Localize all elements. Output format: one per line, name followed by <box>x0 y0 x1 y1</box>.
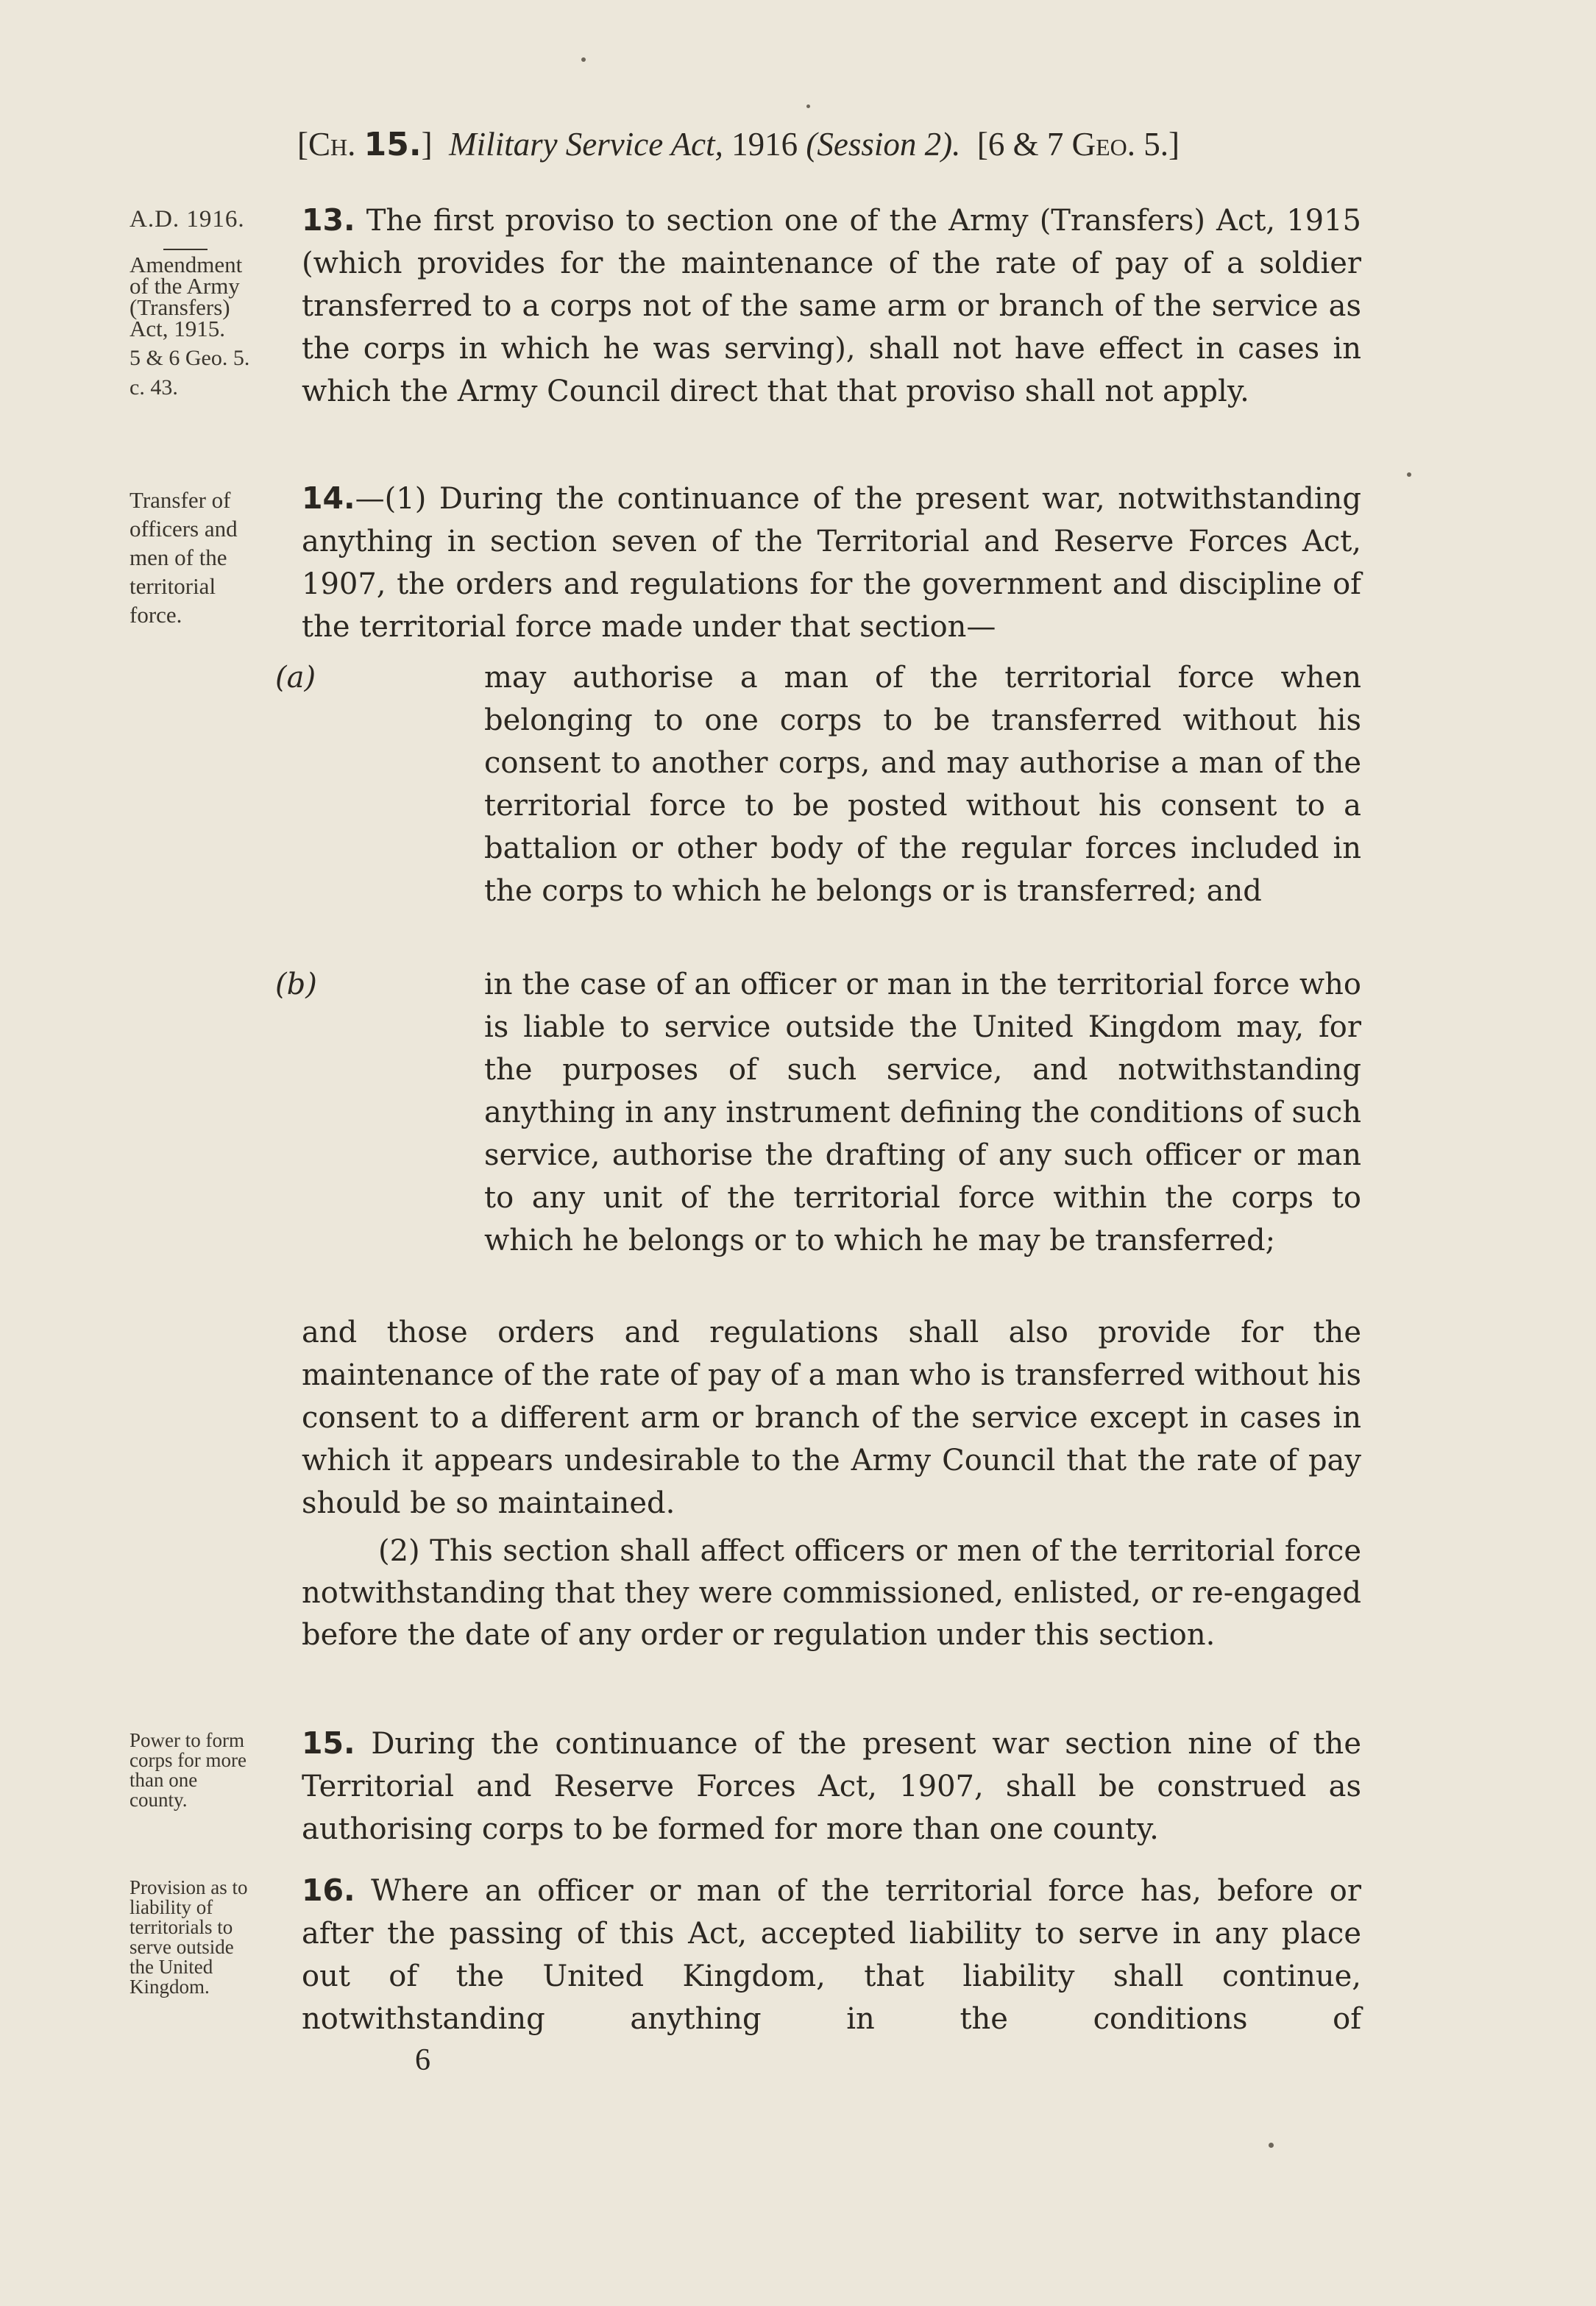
header-act-title: Military Service Act, <box>449 126 723 163</box>
margin-note-amendment <box>130 254 293 402</box>
section-16 <box>302 1869 1361 2040</box>
margin-year: A.D. 1916. <box>130 206 245 233</box>
header-chapter-prefix: Ch. <box>308 126 356 163</box>
margin-line: officers and <box>130 516 238 542</box>
header-bracket: [ <box>297 126 308 163</box>
paragraph-b-body <box>275 963 1361 1262</box>
margin-line: than one <box>130 1769 198 1791</box>
paragraph-text: in the case of an officer or man in the territorial force who is liable to service outside the United Kingdom may, for the purposes of such service, and notwithstanding anything in any instrument defining the conditions of such service, authorise the drafting of any such officer or man to any unit of the territorial force within the corps to which he belongs or to which he may be transferred; <box>484 968 1361 1257</box>
margin-line: the United <box>130 1956 213 1978</box>
paper-speck <box>581 57 586 62</box>
margin-line: Kingdom. <box>130 1976 210 1998</box>
margin-line: Act, 1915. <box>130 316 226 341</box>
section-13 <box>302 199 1361 413</box>
paragraph-text: may authorise a man of the territorial force when belonging to one corps to be transferred without his consent to another corps, and may authorise a man of the territorial force to be posted without his consent to a battalion or other body of the regular forces included in the corps to which he belongs or is transferred; and <box>484 661 1361 908</box>
header-bracket-close: ] <box>421 126 433 163</box>
header-year: 1916 <box>731 126 798 163</box>
paper-speck <box>1407 472 1411 477</box>
margin-line: Power to form <box>130 1729 244 1751</box>
paper-speck <box>1269 2143 1274 2148</box>
margin-note-power <box>130 1731 293 1810</box>
margin-line: c. 43. <box>130 375 178 400</box>
section-number: 14. <box>302 480 355 516</box>
section-text: During the continuance of the present war section nine of the Territorial and Reserve Forces Act, 1907, shall be construed as authorising corps to be formed for more than one county. <box>302 1727 1361 1846</box>
margin-note-provision <box>130 1878 293 1997</box>
margin-line: territorial <box>130 573 216 599</box>
margin-line: force. <box>130 602 182 628</box>
page-number: 6 <box>415 2043 430 2077</box>
section-number: 16. <box>302 1873 355 1908</box>
section-number: 13. <box>302 202 355 238</box>
section-14 <box>302 477 1361 648</box>
running-header <box>297 125 1364 163</box>
section-text: —(1) During the continuance of the present war, notwithstanding anything in section seven of the Territorial and Reserve Forces Act, 1907, the orders and regulations for the government and discipline of the territorial force made under that section— <box>302 482 1361 644</box>
margin-line: Transfer of <box>130 487 231 513</box>
paragraph-label: (a) <box>275 661 316 695</box>
margin-note-transfer <box>130 486 293 629</box>
paragraph-b <box>275 963 1361 1262</box>
margin-line: corps for more <box>130 1749 247 1771</box>
paper-speck <box>806 104 810 108</box>
margin-line: 5 & 6 Geo. 5. <box>130 346 250 370</box>
header-chapter-number: 15. <box>363 126 422 163</box>
section-14-subsection-2: (2) This section shall affect officers or men of the territorial force notwithstanding that they were commissioned, enlisted, or re-engaged before the date of any order or regulation under this section. <box>302 1534 1361 1652</box>
header-regnal: [6 & 7 Geo. 5.] <box>976 126 1180 163</box>
margin-line: (Transfers) <box>130 294 230 320</box>
margin-line: of the Army <box>130 273 240 299</box>
header-session: (Session 2). <box>806 126 961 163</box>
margin-line: territorials to <box>130 1916 233 1938</box>
paragraph-label: (b) <box>275 968 317 1001</box>
section-text: Where an officer or man of the territorial force has, before or after the passing of this Act, accepted liability to serve in any place out of the United Kingdom, that liability shall continue, notwithstanding anything in the conditions of <box>302 1874 1361 2036</box>
margin-line: serve outside <box>130 1936 234 1958</box>
margin-rule <box>163 249 208 250</box>
margin-line: liability of <box>130 1896 213 1918</box>
margin-citation <box>130 344 293 402</box>
margin-line: county. <box>130 1789 188 1811</box>
section-14-continuation: and those orders and regulations shall also provide for the maintenance of the rate of pay of a man who is transferred without his consent to a different arm or branch of the service except in cases in which it appears undesirable to the Army Council that the rate of pay should be so maintained. <box>302 1316 1361 1520</box>
section-number: 15. <box>302 1725 355 1761</box>
section-text: The first proviso to section one of the Army (Transfers) Act, 1915 (which provides for the maintenance of the rate of pay of a soldier transferred to a corps not of the same arm or branch of the service as the corps in which he was serving), shall not have effect in cases in which the Army Council direct that that proviso shall not apply. <box>302 204 1362 408</box>
margin-line: Provision as to <box>130 1876 248 1898</box>
section-15 <box>302 1722 1361 1851</box>
margin-line: men of the <box>130 544 227 570</box>
margin-line: Amendment <box>130 252 243 277</box>
paragraph-a-body <box>275 656 1361 912</box>
paragraph-a <box>275 656 1361 912</box>
